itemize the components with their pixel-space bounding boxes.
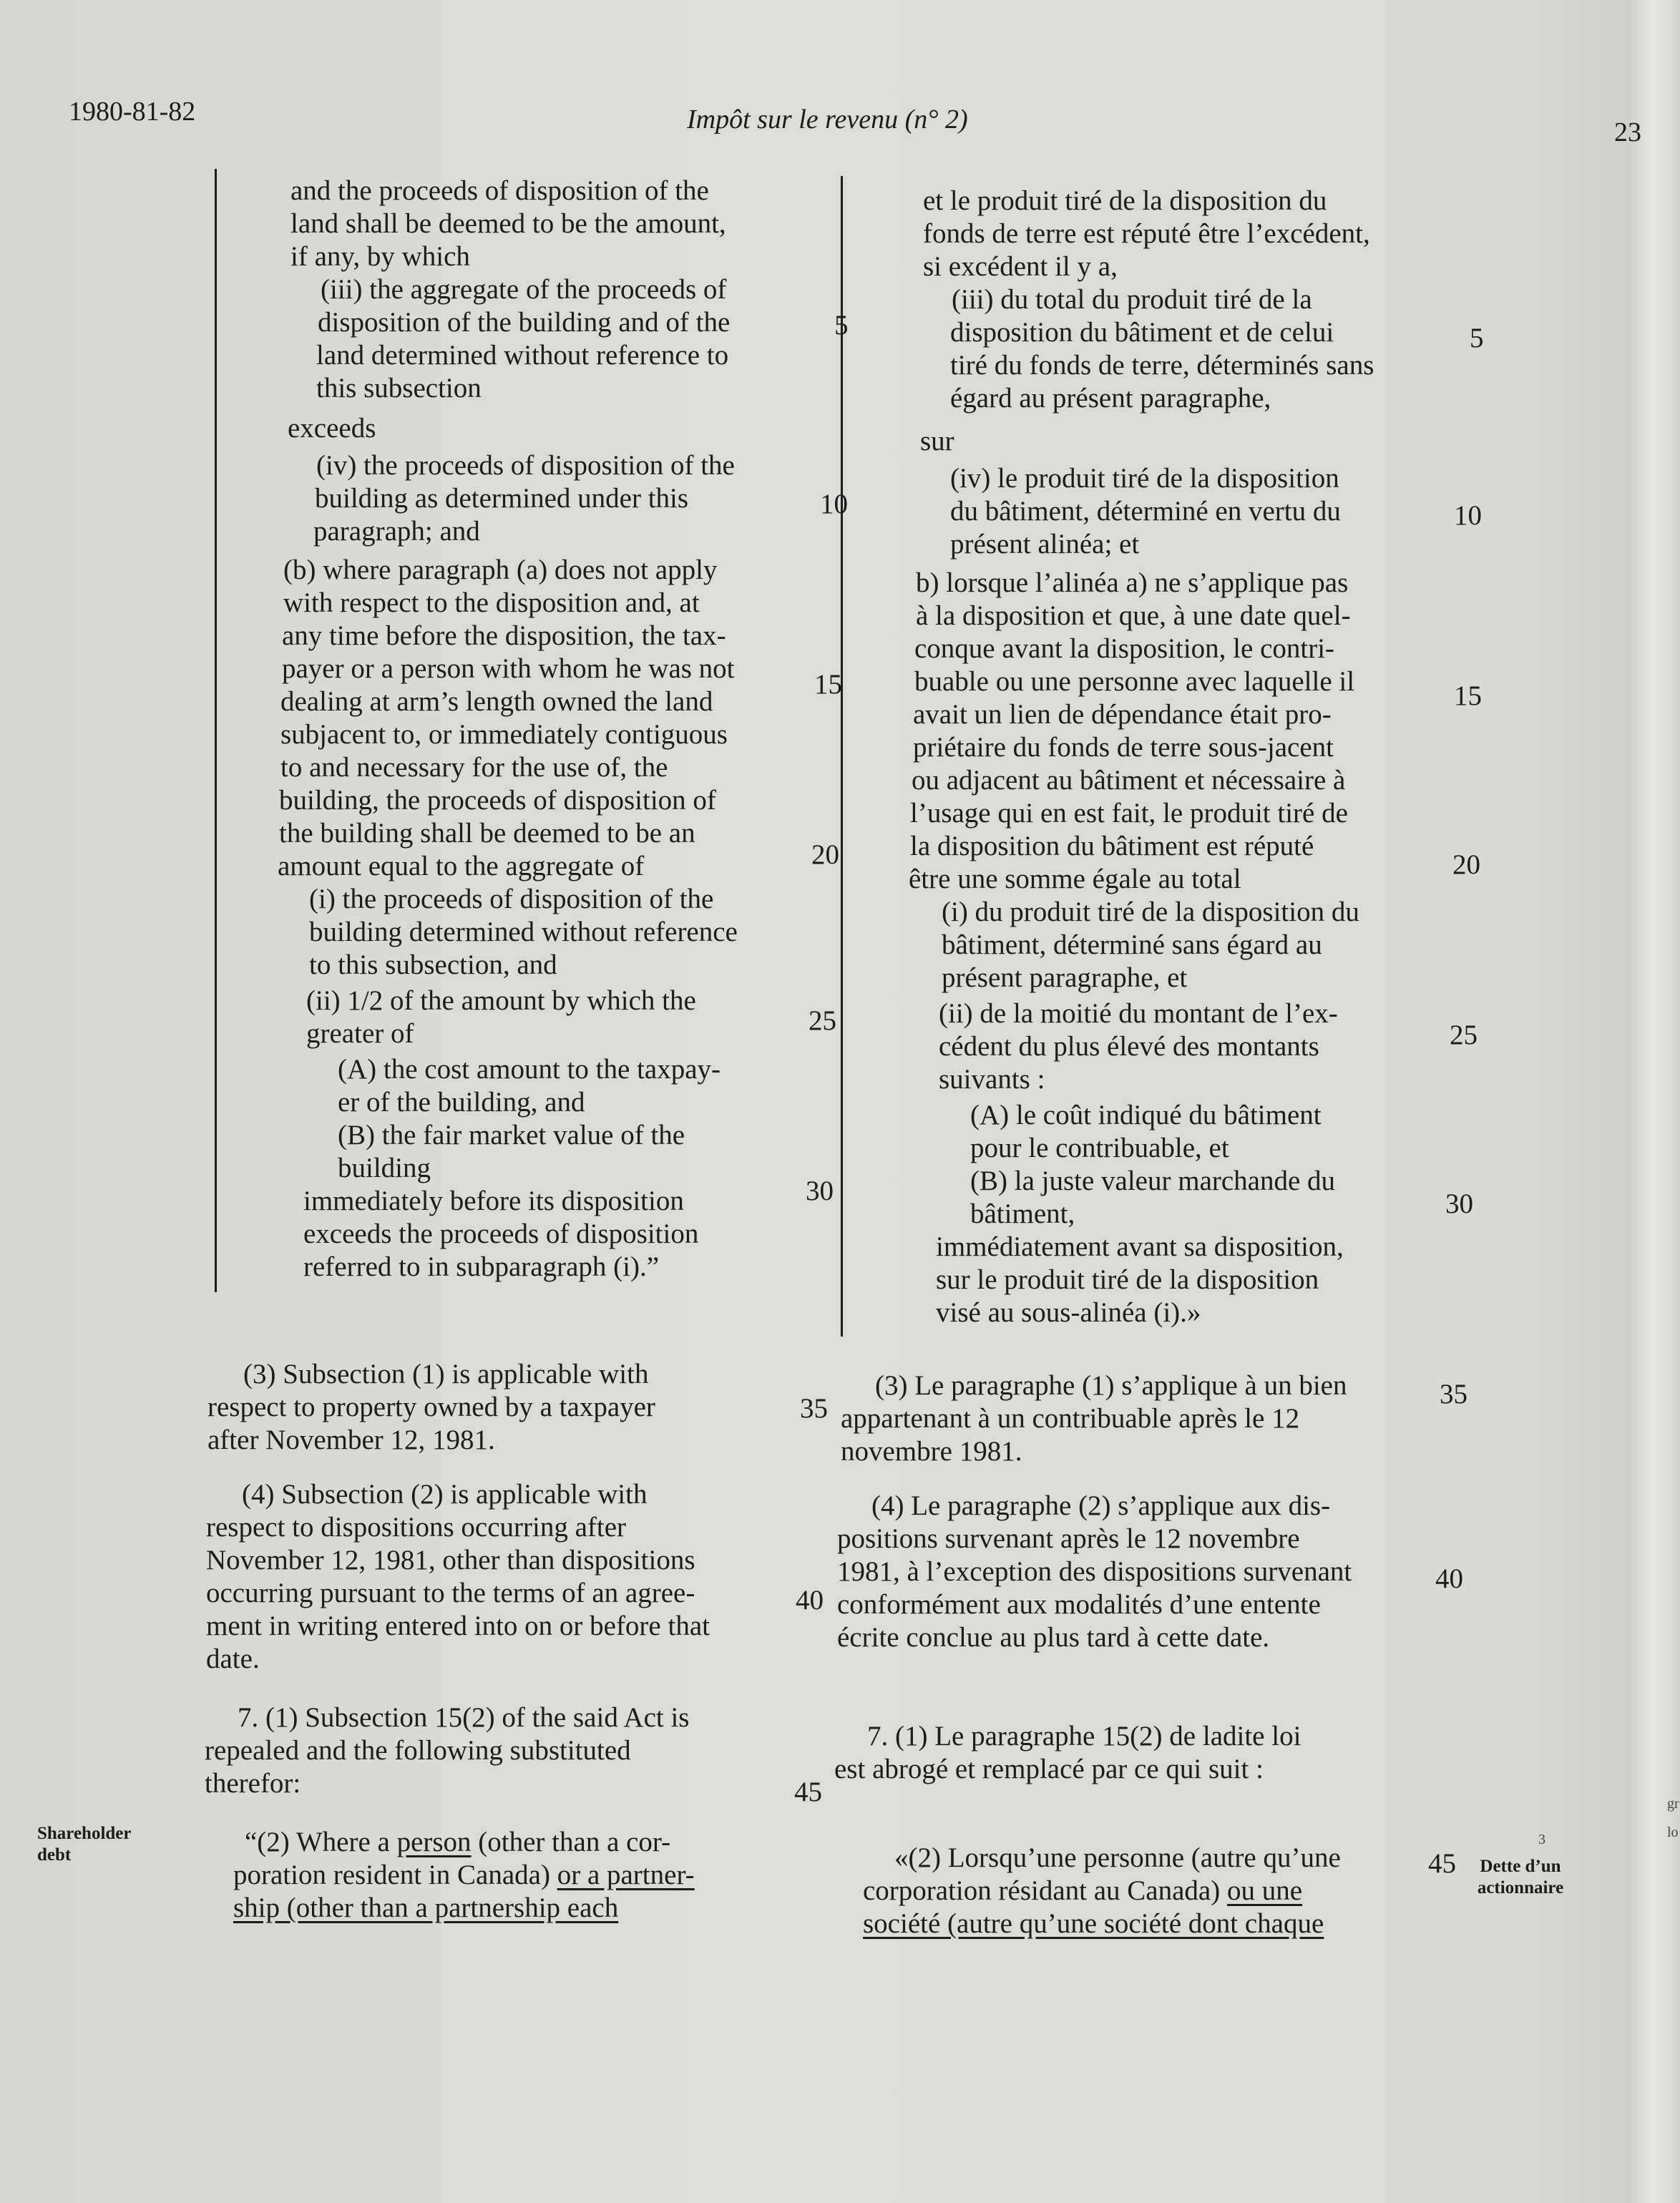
french-subsection-3 <box>841 1369 1485 1468</box>
line-number-5: 5 <box>1470 323 1484 353</box>
edge-fragment: 3 <box>1538 1832 1545 1847</box>
en-sub3-line: respect to property owned by a taxpayer <box>207 1392 655 1422</box>
en-line: (B) the fair market value of the <box>338 1120 685 1151</box>
fr-new2-underlined: société (autre qu’une société dont chaque <box>863 1908 1324 1939</box>
en-line: to this subsection, and <box>309 949 557 980</box>
line-number-45: 45 <box>794 1777 822 1807</box>
fr-sub4-line: conformément aux modalités d’une entente <box>837 1589 1321 1620</box>
fr-line: la disposition du bâtiment est réputé <box>910 831 1314 861</box>
en-new2-line-2 <box>233 1859 806 1892</box>
en-line: building <box>338 1153 431 1183</box>
margin-note-french <box>1467 1856 1574 1899</box>
margin-rule-left <box>215 169 217 1292</box>
line-number-20: 20 <box>1452 849 1480 880</box>
line-number-35: 35 <box>1440 1379 1467 1410</box>
en-line: subjacent to, or immediately contiguous <box>280 719 728 750</box>
fr-line: présent alinéa; et <box>950 529 1140 560</box>
fr-line: pour le contribuable, et <box>970 1133 1229 1163</box>
french-top-block <box>909 185 1503 1329</box>
en-new2-text: poration resident in Canada) <box>233 1860 557 1890</box>
margin-note-english <box>37 1823 132 1866</box>
edge-fragment: lo <box>1667 1825 1679 1840</box>
fr-line: ou adjacent au bâtiment et nécessaire à <box>912 765 1346 796</box>
fr-line: égard au présent paragraphe, <box>950 383 1271 414</box>
fr-line: (B) la juste valeur marchande du <box>970 1166 1336 1196</box>
en-line: referred to in subparagraph (i).” <box>303 1251 660 1282</box>
english-section-7 <box>205 1701 799 1800</box>
en-line: amount equal to the aggregate of <box>278 851 645 881</box>
en-line: disposition of the building and of the <box>318 307 731 338</box>
fr-line: (iii) du total du produit tiré de la <box>952 284 1312 315</box>
line-number-15: 15 <box>814 669 842 700</box>
en-sub4-line: occurring pursuant to the terms of an agree- <box>206 1578 695 1608</box>
en-line: greater of <box>306 1018 414 1049</box>
en-line: (iv) the proceeds of disposition of the <box>316 450 735 481</box>
page-header-left: 1980-81-82 <box>69 97 196 127</box>
en-line: payer or a person with whom he was not <box>282 653 735 684</box>
en-sec7-line: 7. (1) Subsection 15(2) of the said Act is <box>238 1702 690 1733</box>
fr-line: si excédent il y a, <box>923 251 1118 282</box>
french-new-subsection-2 <box>863 1842 1435 1940</box>
en-line: building as determined under this <box>315 483 689 514</box>
line-number-20: 20 <box>811 839 839 870</box>
fr-line: disposition du bâtiment et de celui <box>950 317 1334 348</box>
en-new2-line-1 <box>233 1826 806 1859</box>
line-number-30: 30 <box>806 1176 834 1206</box>
line-number-30: 30 <box>1445 1188 1473 1219</box>
fr-line: à la disposition et que, à une date quel- <box>916 600 1351 631</box>
fr-sub3-line: (3) Le paragraphe (1) s’applique à un bien <box>875 1370 1347 1401</box>
line-number-15: 15 <box>1454 680 1482 711</box>
en-line: any time before the disposition, the tax- <box>282 620 726 651</box>
en-new2-text: (other than a cor- <box>471 1827 671 1857</box>
en-line: land shall be deemed to be the amount, <box>290 208 726 239</box>
fr-line: cédent du plus élevé des montants <box>939 1031 1319 1062</box>
en-line: with respect to the disposition and, at <box>283 587 700 618</box>
margin-note-line: Dette d’un <box>1480 1857 1561 1876</box>
line-number-5: 5 <box>834 310 849 341</box>
en-sub4-line: ment in writing entered into on or before that <box>206 1611 710 1641</box>
fr-line: présent paragraphe, et <box>942 962 1188 993</box>
en-line: building, the proceeds of disposition of <box>279 785 716 816</box>
en-sub4-line: (4) Subsection (2) is applicable with <box>242 1479 648 1510</box>
fr-sub4-line: (4) Le paragraphe (2) s’applique aux dis- <box>871 1490 1331 1521</box>
en-line: land determined without reference to <box>316 340 729 371</box>
fr-line: sur <box>920 426 954 456</box>
fr-line: l’usage qui en est fait, le produit tiré de <box>910 798 1348 829</box>
fr-sec7-line: 7. (1) Le paragraphe 15(2) de ladite loi <box>867 1721 1301 1752</box>
margin-note-line: actionnaire <box>1477 1878 1564 1897</box>
fr-line: visé au sous-alinéa (i).» <box>936 1297 1201 1328</box>
margin-note-line: Shareholder <box>37 1824 132 1843</box>
fr-line: tiré du fonds de terre, déterminés sans <box>950 350 1374 381</box>
fr-new2-underlined: ou une <box>1226 1875 1303 1906</box>
fr-line: avait un lien de dépendance était pro- <box>913 699 1332 730</box>
fr-line: immédiatement avant sa disposition, <box>936 1231 1344 1262</box>
fr-line: conque avant la disposition, le contri- <box>914 633 1335 664</box>
fr-line: du bâtiment, déterminé en vertu du <box>950 496 1341 527</box>
en-line: and the proceeds of disposition of the <box>290 175 709 206</box>
en-line: immediately before its disposition <box>303 1186 684 1216</box>
fr-line: (A) le coût indiqué du bâtiment <box>970 1100 1322 1130</box>
en-line: (ii) 1/2 of the amount by which the <box>306 985 696 1016</box>
fr-sec7-line: est abrogé et remplacé par ce qui suit : <box>834 1754 1264 1784</box>
fr-new2-line-3 <box>863 1908 1435 1940</box>
fr-line: (iv) le produit tiré de la disposition <box>950 463 1339 494</box>
line-number-35: 35 <box>800 1393 828 1424</box>
en-sec7-line: therefor: <box>205 1768 301 1799</box>
en-sub4-line: respect to dispositions occurring after <box>206 1512 626 1543</box>
fr-line: (ii) de la moitié du montant de l’ex- <box>939 998 1338 1029</box>
fr-sub4-line: 1981, à l’exception des dispositions survenant <box>837 1556 1352 1587</box>
en-line: to and necessary for the use of, the <box>280 752 668 783</box>
en-sub3-line: after November 12, 1981. <box>207 1425 495 1455</box>
line-number-45: 45 <box>1428 1848 1456 1879</box>
line-number-10: 10 <box>1454 500 1482 531</box>
en-sub3-line: (3) Subsection (1) is applicable with <box>243 1359 649 1389</box>
en-line: building determined without reference <box>309 917 738 947</box>
en-new2-underlined: or a partner- <box>557 1860 695 1890</box>
french-section-7 <box>834 1720 1478 1786</box>
english-subsection-3 <box>207 1358 801 1457</box>
fr-sub4-line: écrite conclue au plus tard à cette date. <box>837 1622 1270 1653</box>
french-subsection-4 <box>837 1490 1481 1654</box>
en-line: exceeds the proceeds of disposition <box>303 1218 699 1249</box>
en-line: this subsection <box>316 373 482 404</box>
fr-new2-line-1: «(2) Lorsqu’une personne (autre qu’une <box>894 1842 1341 1873</box>
fr-line: fonds de terre est réputé être l’excédent, <box>923 218 1370 249</box>
english-new-subsection-2 <box>233 1826 806 1925</box>
fr-sub3-line: appartenant à un contribuable après le 12 <box>841 1403 1300 1434</box>
en-sec7-line: repealed and the following substituted <box>205 1735 631 1766</box>
fr-line: et le produit tiré de la disposition du <box>923 185 1327 216</box>
en-sub4-line: date. <box>206 1643 260 1674</box>
fr-line: (i) du produit tiré de la disposition du <box>942 897 1359 927</box>
line-number-40: 40 <box>796 1585 824 1616</box>
line-number-40: 40 <box>1435 1563 1463 1594</box>
edge-fragment: gr <box>1667 1796 1679 1812</box>
en-line: paragraph; and <box>313 516 480 547</box>
en-line: exceeds <box>288 413 376 444</box>
fr-line: sur le produit tiré de la disposition <box>936 1264 1319 1295</box>
en-line: (b) where paragraph (a) does not apply <box>283 555 718 585</box>
fr-sub4-line: positions survenant après le 12 novembre <box>837 1523 1300 1554</box>
fr-line: bâtiment, déterminé sans égard au <box>942 929 1322 960</box>
en-line: (A) the cost amount to the taxpay- <box>338 1054 721 1085</box>
en-sub4-line: November 12, 1981, other than dispositions <box>206 1545 695 1576</box>
en-new2-underlined: ship (other than a partnership each <box>233 1892 619 1923</box>
margin-rule-center <box>841 176 843 1337</box>
fr-line: buable ou une personne avec laquelle il <box>914 666 1355 697</box>
fr-sub3-line: novembre 1981. <box>841 1436 1022 1467</box>
english-subsection-4 <box>206 1478 800 1676</box>
fr-line: bâtiment, <box>970 1198 1075 1229</box>
page-header-title: Impôt sur le revenu (n° 2) <box>687 104 968 135</box>
fr-new2-line-2 <box>863 1875 1435 1908</box>
fr-line: suivants : <box>939 1064 1045 1095</box>
english-top-block <box>276 175 834 1284</box>
margin-note-line: debt <box>37 1845 72 1865</box>
en-line: if any, by which <box>290 241 470 272</box>
en-line: dealing at arm’s length owned the land <box>280 686 713 717</box>
en-line: (i) the proceeds of disposition of the <box>309 884 714 914</box>
fr-line: être une somme égale au total <box>909 864 1241 894</box>
line-number-25: 25 <box>1450 1020 1478 1050</box>
fr-line: priétaire du fonds de terre sous-jacent <box>913 732 1334 763</box>
en-new2-text: “(2) Where a <box>245 1827 397 1857</box>
line-number-25: 25 <box>809 1005 836 1036</box>
line-number-10: 10 <box>820 489 848 519</box>
fr-new2-text: corporation résidant au Canada) <box>863 1875 1227 1906</box>
fr-line: b) lorsque l’alinéa a) ne s’applique pas <box>916 567 1349 598</box>
en-new2-underlined: person <box>396 1827 472 1857</box>
en-line: the building shall be deemed to be an <box>279 818 695 849</box>
en-new2-line-3 <box>233 1892 806 1925</box>
en-line: (iii) the aggregate of the proceeds of <box>321 274 727 305</box>
en-line: er of the building, and <box>338 1087 585 1118</box>
page-number: 23 <box>1614 117 1641 147</box>
